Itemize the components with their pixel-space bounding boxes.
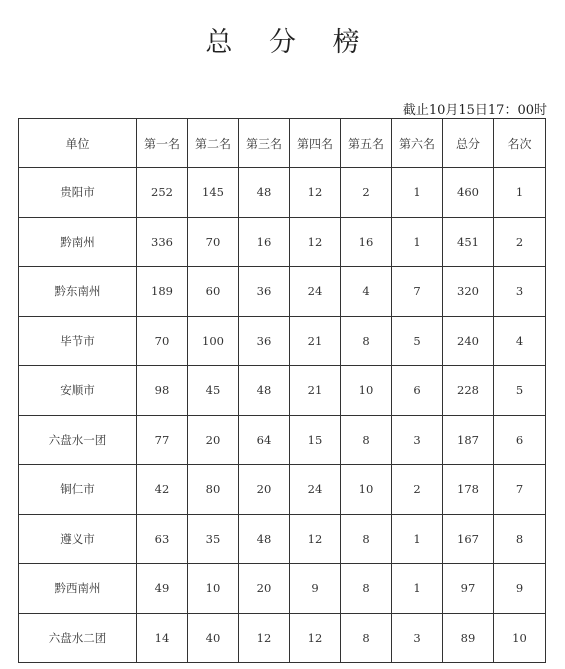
cell-fifth: 8 (341, 316, 392, 366)
table-row (19, 217, 546, 267)
cell-fourth: 21 (290, 316, 341, 366)
cell-rank: 9 (494, 564, 546, 614)
cell-sixth: 1 (392, 514, 443, 564)
cell-third: 12 (239, 613, 290, 663)
cell-sixth: 6 (392, 366, 443, 416)
cell-rank: 3 (494, 267, 546, 317)
cell-second: 145 (188, 168, 239, 218)
column-header-sixth: 第六名 (392, 119, 443, 168)
cell-fifth: 8 (341, 514, 392, 564)
cell-second: 80 (188, 465, 239, 515)
cell-second: 45 (188, 366, 239, 416)
table-row (19, 366, 546, 416)
cell-fifth: 4 (341, 267, 392, 317)
cell-sixth: 1 (392, 168, 443, 218)
cell-fifth: 16 (341, 217, 392, 267)
column-header-rank: 名次 (494, 119, 546, 168)
cell-first: 252 (137, 168, 188, 218)
cell-total: 240 (443, 316, 494, 366)
cell-fourth: 21 (290, 366, 341, 416)
cell-second: 100 (188, 316, 239, 366)
cell-third: 20 (239, 564, 290, 614)
cell-second: 70 (188, 217, 239, 267)
column-header-first: 第一名 (137, 119, 188, 168)
cell-fourth: 24 (290, 465, 341, 515)
cell-total: 460 (443, 168, 494, 218)
column-header-fifth: 第五名 (341, 119, 392, 168)
table-header-row (19, 119, 546, 168)
cell-fifth: 10 (341, 465, 392, 515)
cell-sixth: 2 (392, 465, 443, 515)
cell-total: 451 (443, 217, 494, 267)
cell-total: 187 (443, 415, 494, 465)
cell-fourth: 24 (290, 267, 341, 317)
cell-third: 48 (239, 514, 290, 564)
cell-rank: 10 (494, 613, 546, 663)
cell-rank: 1 (494, 168, 546, 218)
cell-fourth: 12 (290, 514, 341, 564)
cell-total: 228 (443, 366, 494, 416)
cell-rank: 7 (494, 465, 546, 515)
cell-rank: 6 (494, 415, 546, 465)
cell-second: 10 (188, 564, 239, 614)
cell-second: 60 (188, 267, 239, 317)
table-body (19, 168, 546, 663)
cell-unit: 安顺市 (19, 366, 137, 416)
cell-fourth: 12 (290, 613, 341, 663)
column-header-total: 总分 (443, 119, 494, 168)
cell-unit: 黔东南州 (19, 267, 137, 317)
page-title: 总 分 榜 (205, 27, 374, 58)
cell-total: 320 (443, 267, 494, 317)
cell-third: 36 (239, 267, 290, 317)
table-row (19, 613, 546, 663)
cell-second: 40 (188, 613, 239, 663)
cell-total: 89 (443, 613, 494, 663)
cell-total: 167 (443, 514, 494, 564)
cutoff-time: 截止10月15日17：00时 (402, 103, 547, 118)
table-row (19, 267, 546, 317)
table-row (19, 514, 546, 564)
cell-fifth: 10 (341, 366, 392, 416)
cell-sixth: 1 (392, 564, 443, 614)
cell-third: 16 (239, 217, 290, 267)
cell-fourth: 12 (290, 168, 341, 218)
cell-third: 20 (239, 465, 290, 515)
cell-unit: 六盘水一团 (19, 415, 137, 465)
cell-first: 77 (137, 415, 188, 465)
column-header-unit: 单位 (19, 119, 137, 168)
cell-first: 42 (137, 465, 188, 515)
cell-first: 189 (137, 267, 188, 317)
cell-rank: 5 (494, 366, 546, 416)
table-row (19, 465, 546, 515)
cell-sixth: 1 (392, 217, 443, 267)
cell-total: 178 (443, 465, 494, 515)
cell-sixth: 3 (392, 415, 443, 465)
cell-fourth: 15 (290, 415, 341, 465)
cell-rank: 8 (494, 514, 546, 564)
cell-first: 98 (137, 366, 188, 416)
cell-sixth: 7 (392, 267, 443, 317)
cell-sixth: 3 (392, 613, 443, 663)
cell-unit: 铜仁市 (19, 465, 137, 515)
cell-third: 36 (239, 316, 290, 366)
cell-second: 35 (188, 514, 239, 564)
cell-first: 70 (137, 316, 188, 366)
column-header-second: 第二名 (188, 119, 239, 168)
cell-first: 336 (137, 217, 188, 267)
cell-unit: 毕节市 (19, 316, 137, 366)
cell-third: 48 (239, 168, 290, 218)
cell-rank: 2 (494, 217, 546, 267)
cell-unit: 遵义市 (19, 514, 137, 564)
cell-fifth: 2 (341, 168, 392, 218)
cell-sixth: 5 (392, 316, 443, 366)
table-row (19, 316, 546, 366)
cell-fourth: 9 (290, 564, 341, 614)
table-row (19, 415, 546, 465)
cell-fifth: 8 (341, 613, 392, 663)
column-header-third: 第三名 (239, 119, 290, 168)
table-row (19, 168, 546, 218)
cell-unit: 贵阳市 (19, 168, 137, 218)
cell-fifth: 8 (341, 564, 392, 614)
cell-rank: 4 (494, 316, 546, 366)
cell-first: 49 (137, 564, 188, 614)
cell-unit: 六盘水二团 (19, 613, 137, 663)
cell-first: 63 (137, 514, 188, 564)
cell-first: 14 (137, 613, 188, 663)
cell-total: 97 (443, 564, 494, 614)
cell-unit: 黔西南州 (19, 564, 137, 614)
cell-second: 20 (188, 415, 239, 465)
table-row (19, 564, 546, 614)
cell-unit: 黔南州 (19, 217, 137, 267)
column-header-fourth: 第四名 (290, 119, 341, 168)
cell-fifth: 8 (341, 415, 392, 465)
cell-third: 48 (239, 366, 290, 416)
score-table (18, 118, 546, 663)
cell-third: 64 (239, 415, 290, 465)
cell-fourth: 12 (290, 217, 341, 267)
